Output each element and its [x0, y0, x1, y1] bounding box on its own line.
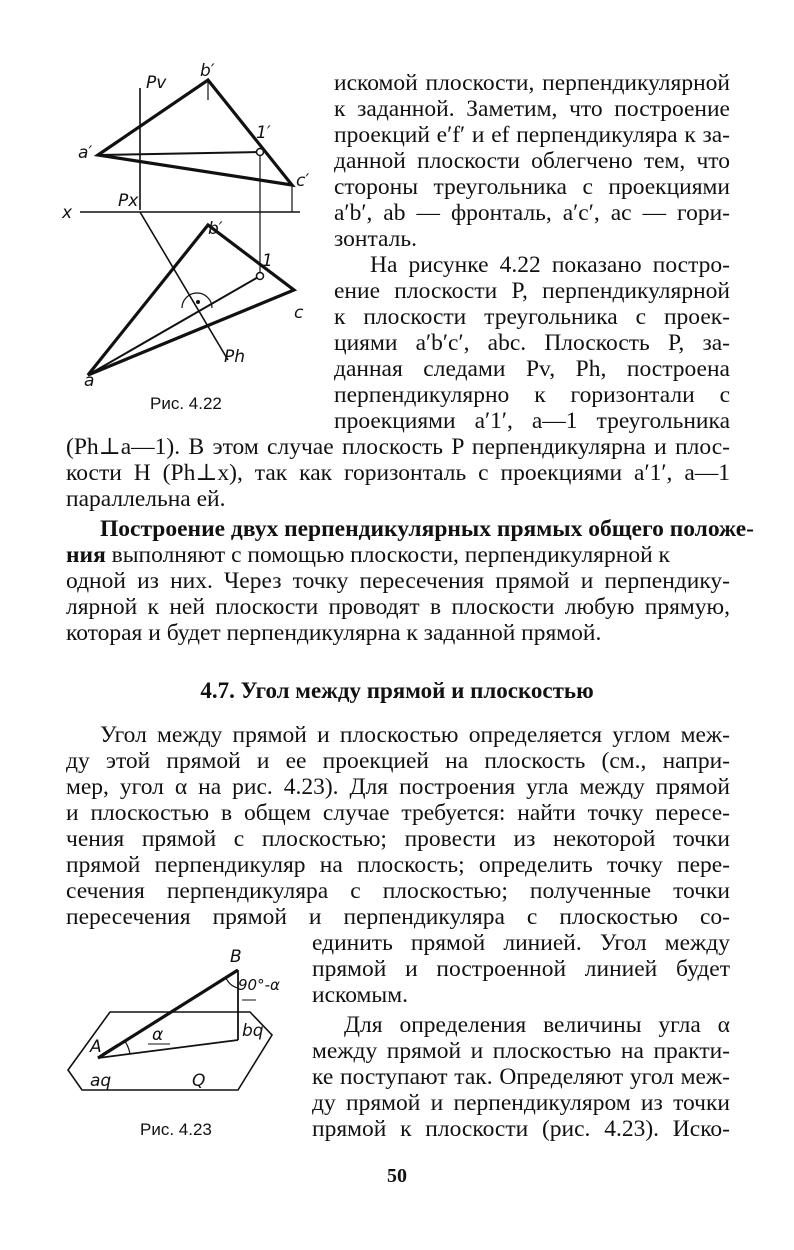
text-line: пересечения прямой и перпендикуляра с плоскостью со-: [66, 904, 730, 930]
bold-term: Построение двух перпендикулярных прямых общего положе-: [100, 516, 755, 542]
label-c: c: [294, 303, 304, 323]
text-line: ение плоскости P, перпендикулярной: [334, 278, 730, 304]
label-b: b′: [208, 219, 223, 239]
label-Px: Px: [118, 191, 139, 211]
text-line: проекциями a′1′, a—1 треугольника: [334, 408, 730, 434]
label-A: A: [90, 1037, 102, 1057]
label-aq: aq: [90, 1071, 112, 1091]
text-span: выполняют с помощью плоскости, перпендикулярной к: [105, 542, 670, 568]
text-line: единить прямой линией. Угол между: [312, 930, 730, 956]
text-line: На рисунке 4.22 показано постро-: [370, 252, 730, 278]
text-line: между прямой и плоскостью на практи-: [312, 1038, 730, 1064]
text-line: параллельна ей.: [66, 486, 226, 512]
text-line: проекций e′f′ и ef перпендикуляра к за-: [334, 122, 730, 148]
text-line: данной плоскости облегчено тем, что: [334, 148, 730, 174]
text-line: искомой плоскости, перпендикулярной: [334, 70, 730, 96]
text-line: ду прямой и перпендикуляром из точки: [312, 1090, 730, 1116]
text-line: прямой к плоскости (рис. 4.23). Иско-: [312, 1116, 730, 1142]
text-line: a′b′, ab — фронталь, a′c′, ac — гори-: [334, 200, 730, 226]
text-line: ду этой прямой и ее проекцией на плоскость (см., напри-: [66, 748, 730, 774]
label-1: 1: [262, 251, 273, 271]
figure-4-23-caption: Рис. 4.23: [140, 1120, 212, 1139]
text-line: мер, угол α на рис. 4.23). Для построения угла между прямой: [66, 774, 730, 800]
label-c-prime: c′: [296, 171, 310, 191]
text-line: стороны треугольника с проекциями: [334, 174, 730, 200]
text-line: Для определения величины угла α: [344, 1012, 730, 1038]
section-heading: 4.7. Угол между прямой и плоскостью: [200, 678, 594, 703]
text-line: лярной к ней плоскости проводят в плоскости любую прямую,: [66, 594, 730, 620]
text-line: к плоскости треугольника с проек-: [334, 304, 730, 330]
label-a: a: [84, 371, 95, 390]
label-Pv: Pv: [146, 73, 167, 93]
text-line: ке поступают так. Определяют угол меж-: [312, 1064, 730, 1090]
text-line: сечения перпендикуляра с плоскостью; полученные точки: [66, 878, 730, 904]
page-number: 50: [387, 1165, 407, 1187]
label-1-prime: 1′: [256, 123, 271, 143]
text-line: (Ph⊥a—1). В этом случае плоскость P перпендикулярна и плос-: [66, 434, 730, 460]
text-line: прямой перпендикуляр на плоскость; определить точку пере-: [66, 852, 730, 878]
text-line: и плоскостью в общем случае требуется: найти точку пересе-: [66, 800, 730, 826]
text-line: чения прямой с плоскостью; провести из некоторой точки: [66, 826, 730, 852]
text-line: перпендикулярно к горизонтали с: [334, 382, 730, 408]
label-B: B: [230, 947, 242, 967]
label-Ph: Ph: [224, 347, 246, 367]
text-line: которая и будет перпендикулярна к заданной прямой.: [66, 620, 602, 646]
label-bq: bq: [242, 1021, 264, 1041]
figure-4-22: [60, 60, 330, 390]
text-line: зонталь.: [334, 226, 417, 252]
label-alpha: α: [152, 1025, 164, 1045]
text-line: искомым.: [312, 982, 408, 1008]
label-angle-90-alpha: 90°-α: [238, 976, 280, 994]
text-line: кости H (Ph⊥x), так как горизонталь с проекциями a′1′, a—1: [66, 460, 730, 486]
figure-4-22-caption: Рис. 4.22: [150, 394, 222, 413]
text-line: одной из них. Через точку пересечения прямой и перпендику-: [66, 568, 730, 594]
text-line: к заданной. Заметим, что построение: [334, 96, 730, 122]
text-line: Угол между прямой и плоскостью определяется углом меж-: [100, 722, 730, 748]
figure-4-23: [60, 940, 290, 1110]
text-line: циями a′b′c′, abc. Плоскость P, за-: [334, 330, 730, 356]
label-Q: Q: [192, 1071, 206, 1091]
text-line: [66, 542, 730, 568]
label-x: x: [62, 203, 73, 223]
label-b-prime: b′: [200, 61, 215, 81]
bold-term: ния: [66, 542, 106, 568]
text-line: данная следами Pv, Ph, построена: [334, 356, 730, 382]
text-line: прямой и построенной линией будет: [312, 956, 730, 982]
label-a-prime: a′: [78, 143, 93, 163]
